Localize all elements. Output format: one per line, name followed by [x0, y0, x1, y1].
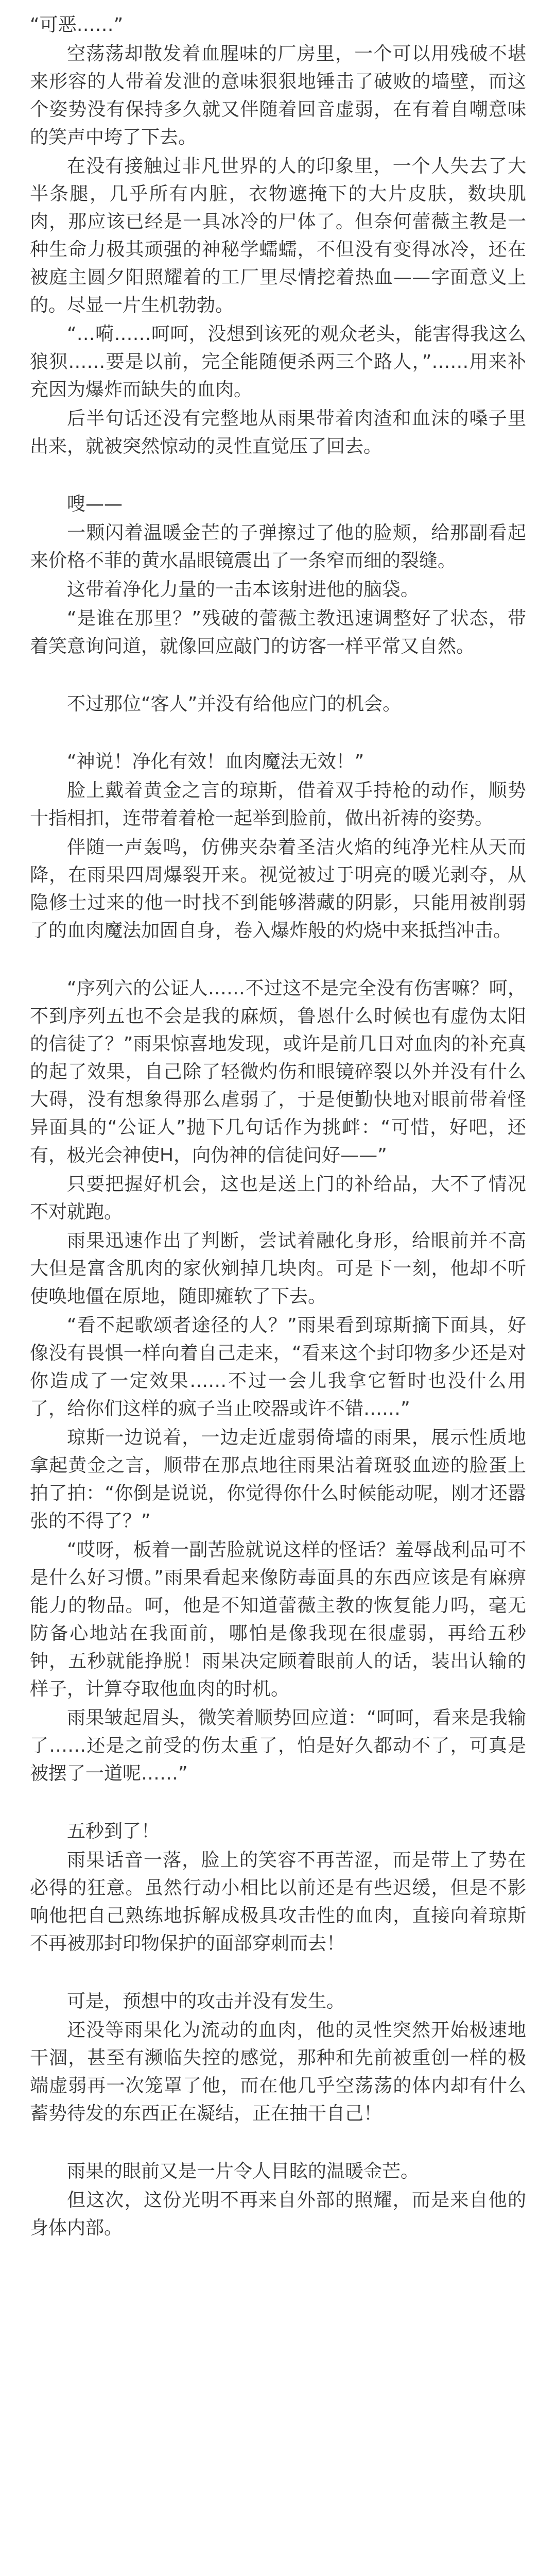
paragraph: 雨果迅速作出了判断，尝试着融化身形，给眼前并不高大但是富含肌肉的家伙剜掉几块肉。可是下一刻，他却不听使唤地僵在原地，随即瘫软了下去。	[30, 1230, 526, 1307]
paragraph: 琼斯一边说着，一边走近虚弱倚墙的雨果，展示性质地拿起黄金之言，顺带在那点地往雨果沾着斑驳血迹的脸蛋上拍了拍：“你倒是说说，你觉得你什么时候能动呢，刚才还嚣张的不得了？”	[30, 1427, 526, 1532]
paragraph: “神说！净化有效！血肉魔法无效！”	[67, 751, 364, 772]
paragraph: 伴随一声轰鸣，仿佛夹杂着圣洁火焰的纯净光柱从天而降，在雨果四周爆裂开来。视觉被过于明亮的暖光剥夺，从隐修士过来的他一时找不到能够潜藏的阴影，只能用被削弱了的血肉魔法加固自身，卷入爆炸般的灼烧中来抵挡冲击。	[30, 837, 526, 941]
paragraph: “…嗬……呵呵，没想到该死的观众老头，能害得我这么狼狈……要是以前，完全能随便杀两三个路人，”……用来补充因为爆炸而缺失的血肉。	[30, 324, 526, 400]
paragraph: “哎呀，板着一副苦脸就说这样的怪话？羞辱战利品可不是什么好习惯。”雨果看起来像防毒面具的东西应该是有麻痹能力的物品。呵，他是不知道蕾薇主教的恢复能力吗，毫无防备心地站在我面前，哪怕是像我现在很虚弱，再给五秒钟，五秒就能挣脱！雨果决定顾着眼前人的话，装出认输的样子，计算夺取他血肉的时机。	[30, 1539, 526, 1700]
paragraph: 嗖——	[67, 494, 123, 515]
paragraph: 还没等雨果化为流动的血肉，他的灵性突然开始极速地干涸，甚至有濒临失控的感觉，那种和先前被重创一样的极端虚弱再一次笼罩了他，而在他几乎空荡荡的体内却有什么蓄势待发的东西正在凝结，正在抽干自己！	[30, 2020, 526, 2124]
paragraph: 雨果话音一落，脸上的笑容不再苦涩，而是带上了势在必得的狂意。虽然行动小相比以前还是有些迟缓，但是不影响他把自己熟练地拆解成极具攻击性的血肉，直接向着琼斯不再被那封印物保护的面部穿刺而去！	[30, 1850, 526, 1954]
paragraph: 在没有接触过非凡世界的人的印象里，一个人失去了大半条腿，几乎所有内脏，衣物遮掩下的大片皮肤，数块肌肉，那应该已经是一具冰冷的尸体了。但奈何蕾薇主教是一种生命力极其顽强的神秘学蠕蠕，不但没有变得冰冷，还在被庭主圆夕阳照耀着的工厂里尽情挖着热血——字面意义上的。尽显一片生机勃勃。	[30, 156, 526, 316]
paragraph: 后半句话还没有完整地从雨果带着肉渣和血沫的嗓子里出来，就被突然惊动的灵性直觉压了回去。	[30, 408, 526, 457]
paragraph: 空荡荡却散发着血腥味的厂房里，一个可以用残破不堪来形容的人带着发泄的意味狠狠地锤击了破败的墙壁，而这个姿势没有保持多久就又伴随着回音虚弱，在有着自嘲意味的笑声中垮了下去。	[30, 43, 526, 148]
paragraph: 可是，预想中的攻击并没有发生。	[67, 1991, 345, 2012]
paragraph: “可恶……”	[30, 14, 124, 36]
paragraph: 不过那位“客人”并没有给他应门的机会。	[67, 693, 402, 715]
paragraph: 一颗闪着温暖金芒的子弹擦过了他的脸颊，给那副看起来价格不菲的黄水晶眼镜震出了一条窄而细的裂缝。	[30, 522, 526, 571]
paragraph: 脸上戴着黄金之言的琼斯，借着双手持枪的动作，顺势十指相扣，连带着着枪一起举到脸前，做出祈祷的姿势。	[30, 780, 526, 829]
paragraph: “序列六的公证人……不过这不是完全没有伤害嘛？呵，不到序列五也不会是我的麻烦，鲁恩什么时候也有虚伪太阳的信徒了？”雨果惊喜地发现，或许是前几日对血肉的补充真的起了效果，自己除了轻微灼伤和眼镜碎裂以外并没有什么大碍，没有想象得那么虐弱了，于是便勤快地对眼前带着怪异面具的“公证人”抛下几句话作为挑衅：“可惜，好吧，还有，极光会神使H，向伪神的信徒问好——”	[30, 978, 526, 1166]
story-body	[30, 11, 526, 2242]
paragraph: “是谁在那里？”残破的蕾薇主教迅速调整好了状态，带着笑意询问道，就像回应敲门的访客一样平常又自然。	[30, 608, 526, 657]
paragraph: 五秒到了！	[67, 1821, 160, 1842]
paragraph: 但这次，这份光明不再来自外部的照耀，而是来自他的身体内部。	[30, 2190, 526, 2239]
paragraph: 雨果皱起眉头，微笑着顺势回应道：“呵呵，看来是我输了……还是之前受的伤太重了，怕是好久都动不了，可真是被摆了一道呢……”	[30, 1707, 526, 1784]
paragraph: 这带着净化力量的一击本该射进他的脑袋。	[67, 579, 420, 600]
paragraph: 雨果的眼前又是一片令人目眩的温暖金芒。	[67, 2161, 420, 2182]
paragraph: “看不起歌颂者途径的人？”雨果看到琼斯摘下面具，好像没有畏惧一样向着自己走来，“看来这个封印物多少还是对你造成了一定效果……不过一会儿我拿它暂时也没什么用了，给你们这样的疯子当止咬器或许不错……”	[30, 1315, 526, 1419]
paragraph: 只要把握好机会，这也是送上门的补给品，大不了情况不对就跑。	[30, 1174, 526, 1223]
